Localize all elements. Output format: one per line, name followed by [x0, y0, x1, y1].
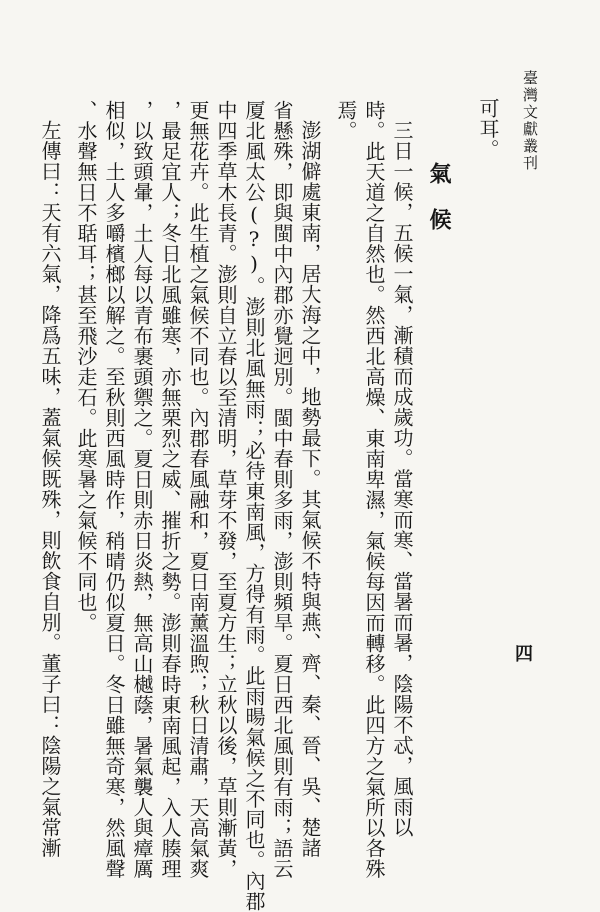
section-heading: 氣候	[426, 162, 452, 254]
text-column-6: 厦北風太公(?)。澎則北風無雨；必待東南風，方得有雨。此雨暘氣候之不同也。內郡	[242, 100, 266, 912]
text-column-9: ，最足宜人；冬日北風雖寒，亦無栗烈之威、摧折之勢。澎則春時東南風起，入人腠理	[158, 100, 182, 879]
text-column-10: ，以致頭暈，土人每以青布裹頭禦之。夏日則赤日炎熱，無高山樾蔭，暑氣襲人與瘴厲	[130, 100, 154, 879]
text-column-4: 澎湖僻處東南，居大海之中，地勢最下。其氣候不特與燕、齊、秦、晉、吳、楚諸	[298, 120, 322, 858]
text-column-3: 焉。	[334, 100, 358, 141]
text-column-2: 時。此天道之自然也。然西北高燥、東南卑濕，氣候每因而轉移。此四方之氣所以各殊	[362, 100, 386, 879]
page-number: 四	[515, 644, 533, 665]
text-column-5: 省懸殊，即與閩中內郡亦覺迥別。閩中春則多雨，澎則頻旱。夏日西北風則有雨；語云	[270, 100, 294, 879]
series-title: 臺灣文獻叢刊	[521, 70, 539, 172]
text-column-13: 左傳曰：天有六氣，降爲五味，蓋氣候既殊，則飲食自別。董子曰：陰陽之氣常漸	[38, 120, 62, 858]
text-column-12: 、水聲無日不聒耳；甚至飛沙走石。此寒暑之氣候不同也。	[74, 100, 98, 633]
text-column-1: 三日一候，五候一氣，漸積而成歲功。當寒而寒、當暑而暑，陰陽不忒，風雨以	[390, 120, 414, 838]
text-column-7: 中四季草木長青。澎則自立春以至清明，草芽不發，至夏方生；立秋以後，草則漸黃，	[214, 100, 238, 879]
text-column-0: 可耳。	[476, 98, 500, 160]
text-column-11: 相似，土人多嚼檳榔以解之。至秋則西風時作，稍晴仍似夏日。冬日雖無奇寒，然風聲	[102, 100, 126, 879]
text-column-8: 更無花卉。此生植之氣候不同也。內郡春風融和，夏日南薰溫煦；秋日清肅，天高氣爽	[186, 100, 210, 879]
